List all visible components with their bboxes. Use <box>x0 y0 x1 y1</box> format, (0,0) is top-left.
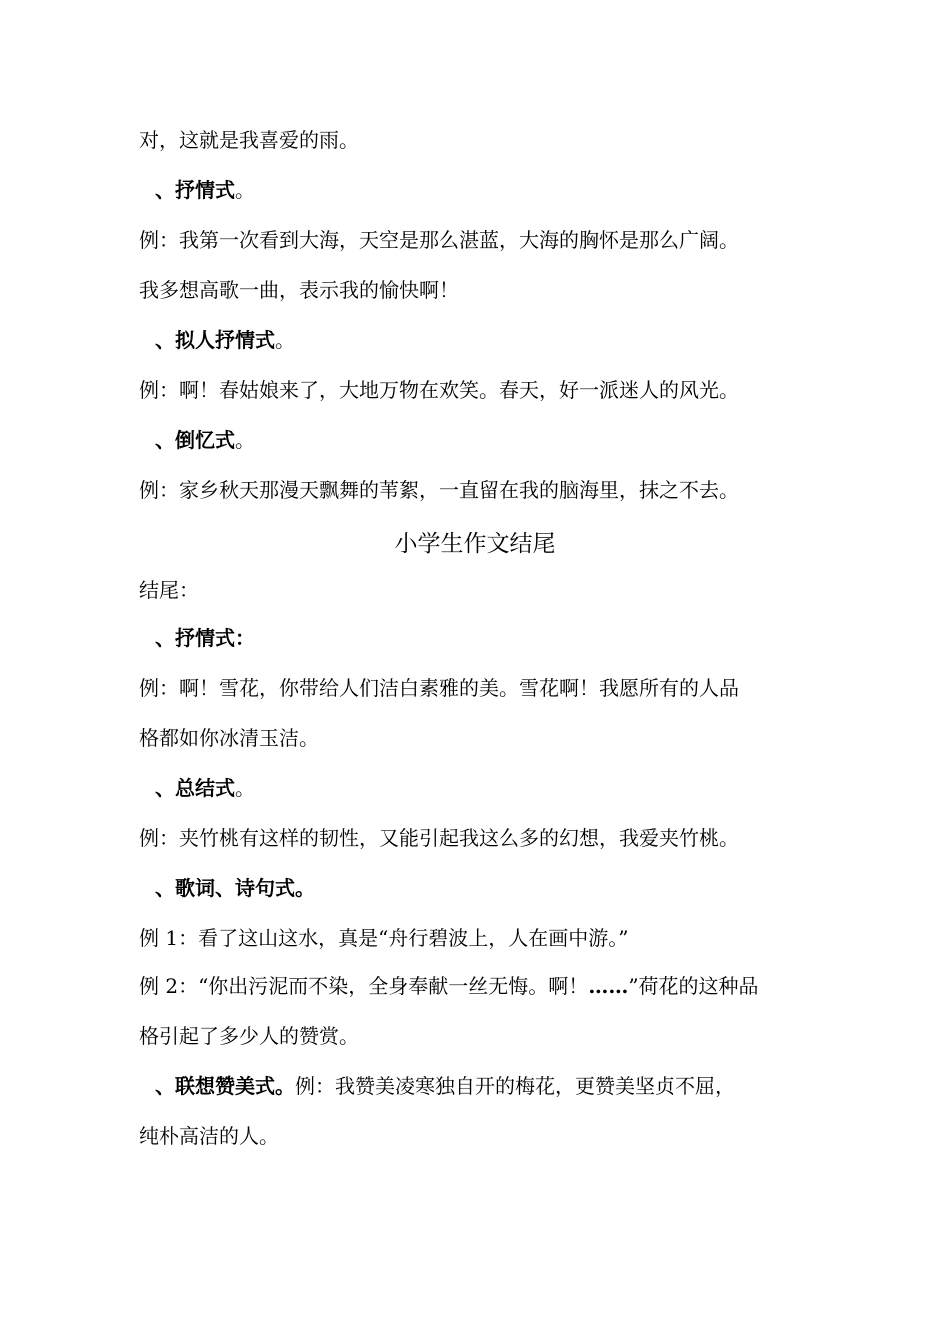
heading-text: 、歌词、诗句式。 <box>155 876 315 900</box>
section-heading <box>155 1072 845 1100</box>
example-line: 我多想高歌一曲，表示我的愉快啊！ <box>139 278 459 302</box>
paragraph-line: 结尾： <box>139 578 199 602</box>
example-line: 例：啊！春姑娘来了，大地万物在欢笑。春天，好一派迷人的风光。 <box>139 378 739 402</box>
section-heading <box>155 176 845 204</box>
heading-punct: 。 <box>275 328 295 352</box>
section-heading <box>155 624 845 652</box>
heading-text: 、总结式 <box>155 776 235 800</box>
example-line: 格引起了多少人的赞赏。 <box>139 1024 359 1048</box>
section-heading <box>155 326 845 354</box>
heading-text: 、联想赞美式。 <box>155 1074 295 1098</box>
example-text: 例：我赞美凌寒独自开的梅花，更赞美坚贞不屈， <box>295 1074 735 1098</box>
example-line: 例：我第一次看到大海，天空是那么湛蓝，大海的胸怀是那么广阔。 <box>139 228 739 252</box>
paragraph-line: 对，这就是我喜爱的雨。 <box>139 128 359 152</box>
example-line: 例 1：看了这山这水，真是“舟行碧波上，人在画中游。” <box>139 926 629 950</box>
heading-punct: 。 <box>235 178 255 202</box>
example-line: 例：啊！雪花，你带给人们洁白素雅的美。雪花啊！我愿所有的人品 <box>139 676 739 700</box>
section-heading <box>155 426 845 454</box>
example-text: 例 2：“你出污泥而不染，全身奉献一丝无悔。啊！ <box>139 974 589 998</box>
heading-punct: 。 <box>235 776 255 800</box>
example-line: 纯朴高洁的人。 <box>139 1124 279 1148</box>
ellipsis-text: …… <box>588 974 629 998</box>
example-line: 例：夹竹桃有这样的韧性，又能引起我这么多的幻想，我爱夹竹桃。 <box>139 826 739 850</box>
heading-punct: 。 <box>235 428 255 452</box>
section-heading <box>155 874 845 902</box>
heading-text: 、抒情式： <box>155 626 255 650</box>
heading-text: 、抒情式 <box>155 178 235 202</box>
section-heading <box>155 774 845 802</box>
heading-text: 、倒忆式 <box>155 428 235 452</box>
example-line: 格都如你冰清玉洁。 <box>139 726 319 750</box>
example-line: 例：家乡秋天那漫天飘舞的苇絮，一直留在我的脑海里，抹之不去。 <box>139 478 739 502</box>
page-title: 小学生作文结尾 <box>394 531 556 557</box>
example-text: ”荷花的这种品 <box>628 974 759 998</box>
example-line <box>139 972 829 1000</box>
heading-text: 、拟人抒情式 <box>155 328 275 352</box>
